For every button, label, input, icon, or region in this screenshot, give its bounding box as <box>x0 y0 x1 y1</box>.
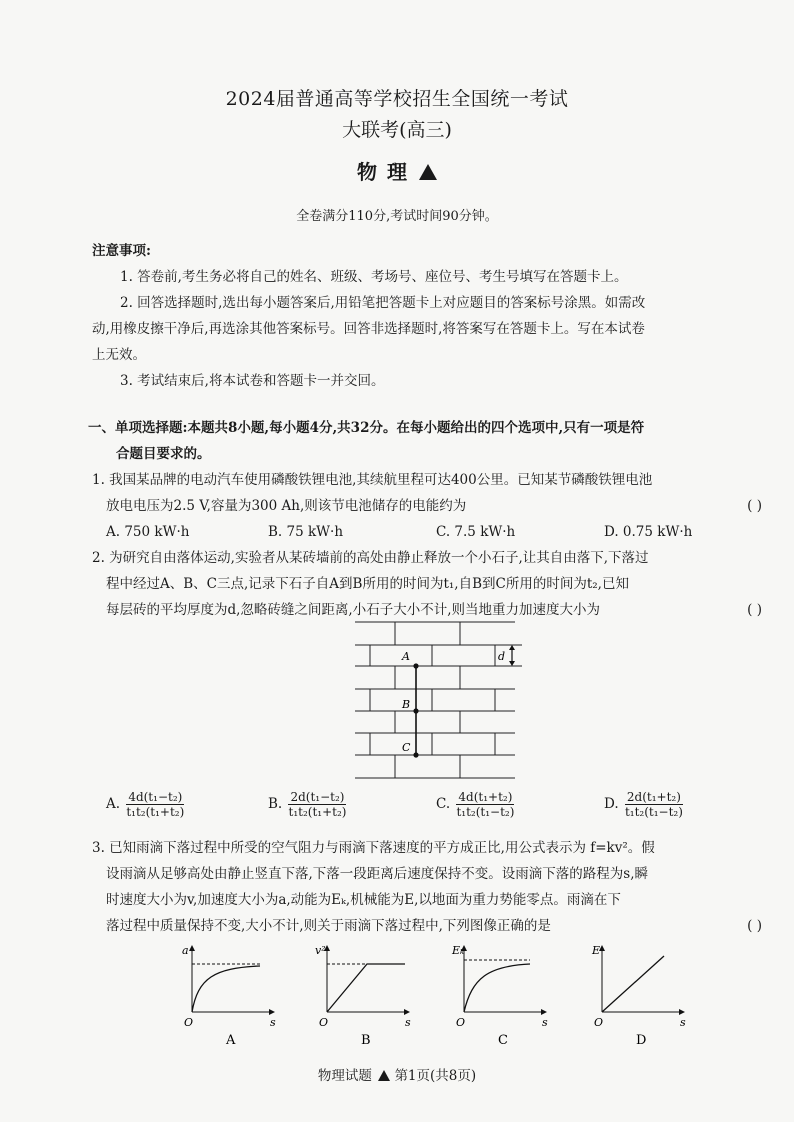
question-2-options <box>106 790 766 830</box>
graph-b-ylabel: v² <box>315 944 326 957</box>
question-2-text: 程中经过A、B、C三点,记录下石子自A到B所用的时间为t₁,自B到C所用的时间为t₂,已知 <box>106 576 629 592</box>
graph-a-caption: A <box>226 1033 236 1048</box>
question-1-options <box>106 519 766 545</box>
brick-wall-figure <box>350 618 530 784</box>
option-c[interactable]: C. $\frac{\text{4d(t₁+t₂)}}{\text{t₁t₂(t₁−t₂)}}$ <box>436 790 515 819</box>
question-3-text: 设雨滴从足够高处由静止竖直下落,下落一段距离后速度保持不变。设雨滴下落的路程为s,瞬 <box>106 866 649 882</box>
graph-c-origin: O <box>456 1016 466 1029</box>
question-3-text: 3. 已知雨滴下落过程中所受的空气阻力与雨滴下落速度的平方成正比,用公式表示为 f=kv²。假 <box>92 840 655 856</box>
graph-a <box>182 944 276 1048</box>
note-item: 1. 答卷前,考生务必将自己的姓名、班级、考场号、座位号、考生号填写在答题卡上。 <box>120 269 628 285</box>
question-3-text: 时速度大小为v,加速度大小为a,动能为Eₖ,机械能为E,以地面为重力势能零点。雨滴在下 <box>106 892 621 908</box>
section-heading-cont: 合题目要求的。 <box>116 446 211 462</box>
notes-heading: 注意事项: <box>92 243 151 259</box>
graph-c-caption: C <box>498 1033 508 1048</box>
footer-page: 第1页(共8页) <box>394 1068 477 1084</box>
page-footer <box>0 1064 794 1084</box>
graph-d-origin: O <box>594 1016 604 1029</box>
question-2-text: 2. 为研究自由落体运动,实验者从某砖墙前的高处由静止释放一个小石子,让其自由落下,下落过 <box>92 550 649 566</box>
option-d[interactable]: D. $\frac{\text{2d(t₁+t₂)}}{\text{t₁t₂(t₁−t₂)}}$ <box>604 790 683 819</box>
exam-subtitle: 大联考(高三) <box>342 119 452 141</box>
question-1-text: 1. 我国某品牌的电动汽车使用磷酸铁锂电池,其续航里程可达400公里。已知某节磷酸铁锂电池 <box>92 472 653 488</box>
option-b[interactable]: B. 75 kW·h <box>268 524 344 540</box>
graph-d-xlabel: s <box>680 1016 686 1029</box>
graph-a-origin: O <box>184 1016 194 1029</box>
note-item: 动,用橡皮擦干净后,再选涂其他答案标号。回答非选择题时,将答案写在答题卡上。写在本试卷 <box>92 321 645 337</box>
question-2-text: 每层砖的平均厚度为d,忽略砖缝之间距离,小石子大小不计,则当地重力加速度大小为 ( ) <box>106 597 762 623</box>
graph-a-xlabel: s <box>270 1016 276 1029</box>
point-c-label: C <box>402 741 411 754</box>
triangle-icon <box>419 164 437 180</box>
note-item: 2. 回答选择题时,选出每小题答案后,用铅笔把答题卡上对应题目的答案标号涂黑。如需改 <box>120 295 646 311</box>
subject-heading <box>0 156 794 185</box>
note-item: 上无效。 <box>92 347 146 363</box>
question-3-text: 落过程中质量保持不变,大小不计,则关于雨滴下落过程中,下列图像正确的是 ( ) <box>106 913 762 939</box>
answer-paren: ( ) <box>747 602 762 618</box>
option-a[interactable]: A. 750 kW·h <box>106 524 190 540</box>
graph-b-origin: O <box>319 1016 329 1029</box>
note-item: 3. 考试结束后,将本试卷和答题卡一并交回。 <box>120 373 385 389</box>
point-a-dot <box>413 663 418 668</box>
graph-a-ylabel: a <box>182 944 189 957</box>
question-1-text: 放电电压为2.5 V,容量为300 Ah,则该节电池储存的电能约为 ( ) <box>106 493 762 519</box>
graph-b <box>315 944 411 1048</box>
answer-paren: ( ) <box>747 918 762 934</box>
option-a[interactable]: A. $\frac{\text{4d(t₁−t₂)}}{\text{t₁t₂(t₁+t₂)}}$ <box>106 790 185 819</box>
option-c[interactable]: C. 7.5 kW·h <box>436 524 516 540</box>
point-b-label: B <box>402 698 411 711</box>
point-a-label: A <box>402 650 410 663</box>
point-c-dot <box>413 752 418 757</box>
section-heading: 一、单项选择题:本题共8小题,每小题4分,共32分。在每小题给出的四个选项中,只有一项是符 <box>88 420 645 436</box>
score-note: 全卷满分110分,考试时间90分钟。 <box>296 209 498 224</box>
graph-c-xlabel: s <box>542 1016 548 1029</box>
triangle-icon <box>378 1070 390 1081</box>
graph-d-caption: D <box>636 1033 647 1048</box>
graph-c <box>451 944 548 1048</box>
graph-b-caption: B <box>361 1033 371 1048</box>
option-b[interactable]: B. $\frac{\text{2d(t₁−t₂)}}{\text{t₁t₂(t₁+t₂)}}$ <box>268 790 347 819</box>
answer-paren: ( ) <box>747 498 762 514</box>
graph-b-xlabel: s <box>405 1016 411 1029</box>
q3-graphs <box>170 938 700 1050</box>
graph-d-ylabel: E <box>592 944 601 957</box>
exam-title: 2024届普通高等学校招生全国统一考试 <box>225 88 569 110</box>
thickness-label: d <box>498 650 506 663</box>
option-d[interactable]: D. 0.75 kW·h <box>604 524 693 540</box>
footer-subject: 物理试题 <box>317 1068 372 1084</box>
graph-d <box>591 944 686 1048</box>
graph-c-ylabel: Eₖ <box>452 944 465 957</box>
point-b-dot <box>413 708 418 713</box>
subject-name: 物理 <box>357 160 417 184</box>
